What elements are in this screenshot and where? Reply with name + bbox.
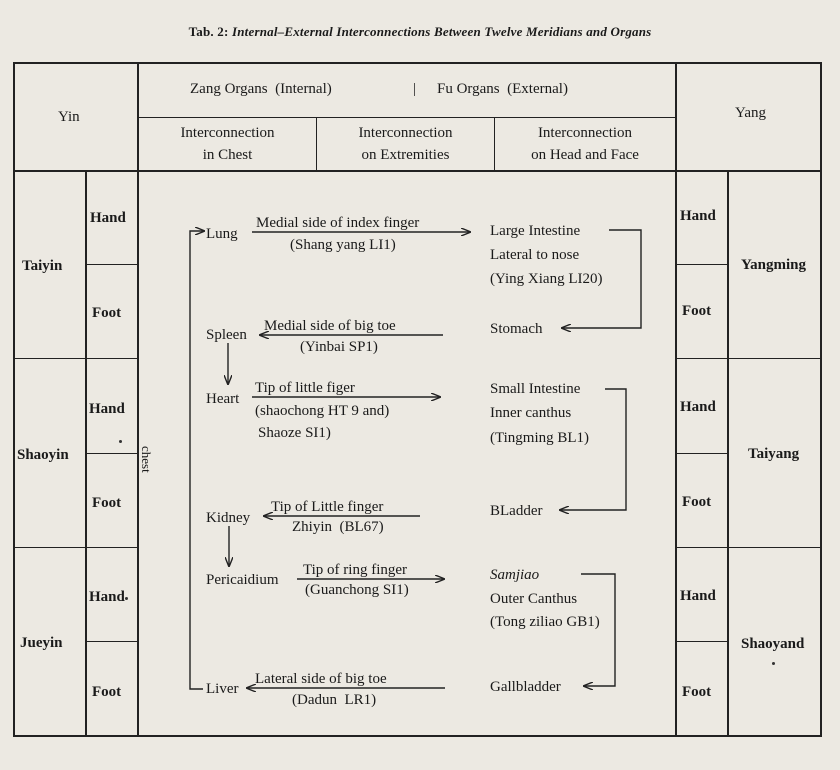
acupoint: (shaochong HT 9 and) bbox=[255, 403, 390, 419]
yang-header: Yang bbox=[735, 105, 766, 121]
fu-organ: BLadder bbox=[490, 503, 543, 519]
fu-organ: Small Intestine bbox=[490, 381, 581, 397]
yang-limb: Hand bbox=[680, 399, 716, 415]
speck bbox=[119, 440, 122, 443]
chest-label: chest bbox=[139, 446, 154, 473]
zang-organ: Liver bbox=[206, 681, 239, 697]
bracket-arrow bbox=[562, 230, 641, 328]
yin-limb: Hand bbox=[90, 210, 126, 226]
yang-group-name: Shaoyand bbox=[741, 636, 805, 652]
cycle-arrow bbox=[190, 231, 204, 689]
yang-limb: Hand bbox=[680, 588, 716, 604]
extremity-desc: Medial side of big toe bbox=[264, 318, 396, 334]
table-caption-title: Internal–External Interconnections Between Twelve Meridians and Organs bbox=[231, 24, 652, 39]
yang-group-name: Taiyang bbox=[748, 446, 800, 462]
acupoint: (Guanchong SI1) bbox=[305, 582, 409, 598]
zang-organ: Heart bbox=[206, 391, 240, 407]
yang-limb: Foot bbox=[682, 303, 712, 319]
col-extremities-header-line2: on Extremities bbox=[361, 147, 450, 163]
yin-limb: Foot bbox=[92, 305, 122, 321]
col-head-header-line2: on Head and Face bbox=[531, 147, 639, 163]
extremity-desc: Tip of ring finger bbox=[303, 562, 408, 578]
acupoint: (Shang yang LI1) bbox=[290, 237, 396, 253]
extremity-desc: Lateral side of big toe bbox=[255, 671, 387, 687]
bracket-arrow bbox=[581, 574, 615, 686]
zang-organ: Lung bbox=[206, 226, 238, 242]
acupoint: (Yinbai SP1) bbox=[300, 339, 378, 355]
yin-group-name: Jueyin bbox=[20, 635, 63, 651]
fu-organ: Samjiao bbox=[490, 567, 540, 583]
acupoint: (Dadun LR1) bbox=[292, 692, 377, 708]
yang-limb: Foot bbox=[682, 494, 712, 510]
zang-organ: Kidney bbox=[206, 510, 251, 526]
header-separator: | bbox=[413, 81, 417, 97]
extremity-desc: Tip of Little finger bbox=[271, 499, 384, 515]
head-face-point: Lateral to nose bbox=[490, 247, 580, 263]
yin-group-name: Shaoyin bbox=[17, 447, 69, 463]
head-face-point: (Tong ziliao GB1) bbox=[490, 614, 600, 630]
yang-limb: Hand bbox=[680, 208, 716, 224]
speck bbox=[125, 597, 128, 600]
col-chest-header-line1: Interconnection bbox=[180, 125, 275, 141]
yin-limb: Hand bbox=[89, 401, 125, 417]
head-face-point: Inner canthus bbox=[490, 405, 572, 421]
yin-limb: Foot bbox=[92, 684, 122, 700]
col-head-header-line1: Interconnection bbox=[537, 125, 633, 141]
fu-external-header: Fu Organs (External) bbox=[437, 81, 568, 97]
head-face-point: Outer Canthus bbox=[490, 591, 578, 607]
acupoint: Shaoze SI1) bbox=[258, 425, 331, 441]
extremity-desc: Tip of little figer bbox=[255, 380, 355, 396]
yang-group-name: Yangming bbox=[741, 257, 807, 273]
head-face-point: (Tingming BL1) bbox=[490, 430, 590, 446]
fu-organ: Large Intestine bbox=[490, 223, 581, 239]
zang-internal-header: Zang Organs (Internal) bbox=[190, 81, 332, 97]
table-caption-label: Tab. 2: bbox=[188, 24, 229, 39]
fu-organ: Stomach bbox=[490, 321, 543, 337]
fu-organ: Gallbladder bbox=[490, 679, 561, 695]
zang-organ: Spleen bbox=[206, 327, 247, 343]
zang-organ: Pericaidium bbox=[206, 572, 279, 588]
col-chest-header-line2: in Chest bbox=[202, 147, 253, 163]
yin-header: Yin bbox=[58, 109, 80, 125]
yin-limb: Foot bbox=[92, 495, 122, 511]
speck bbox=[772, 662, 775, 665]
yang-limb: Foot bbox=[682, 684, 712, 700]
acupoint: Zhiyin (BL67) bbox=[292, 519, 384, 535]
yin-group-name: Taiyin bbox=[22, 258, 63, 274]
extremity-desc: Medial side of index finger bbox=[256, 215, 420, 231]
yin-limb: Hand bbox=[89, 589, 125, 605]
col-extremities-header-line1: Interconnection bbox=[358, 125, 453, 141]
bracket-arrow bbox=[560, 389, 626, 510]
head-face-point: (Ying Xiang LI20) bbox=[490, 271, 603, 287]
